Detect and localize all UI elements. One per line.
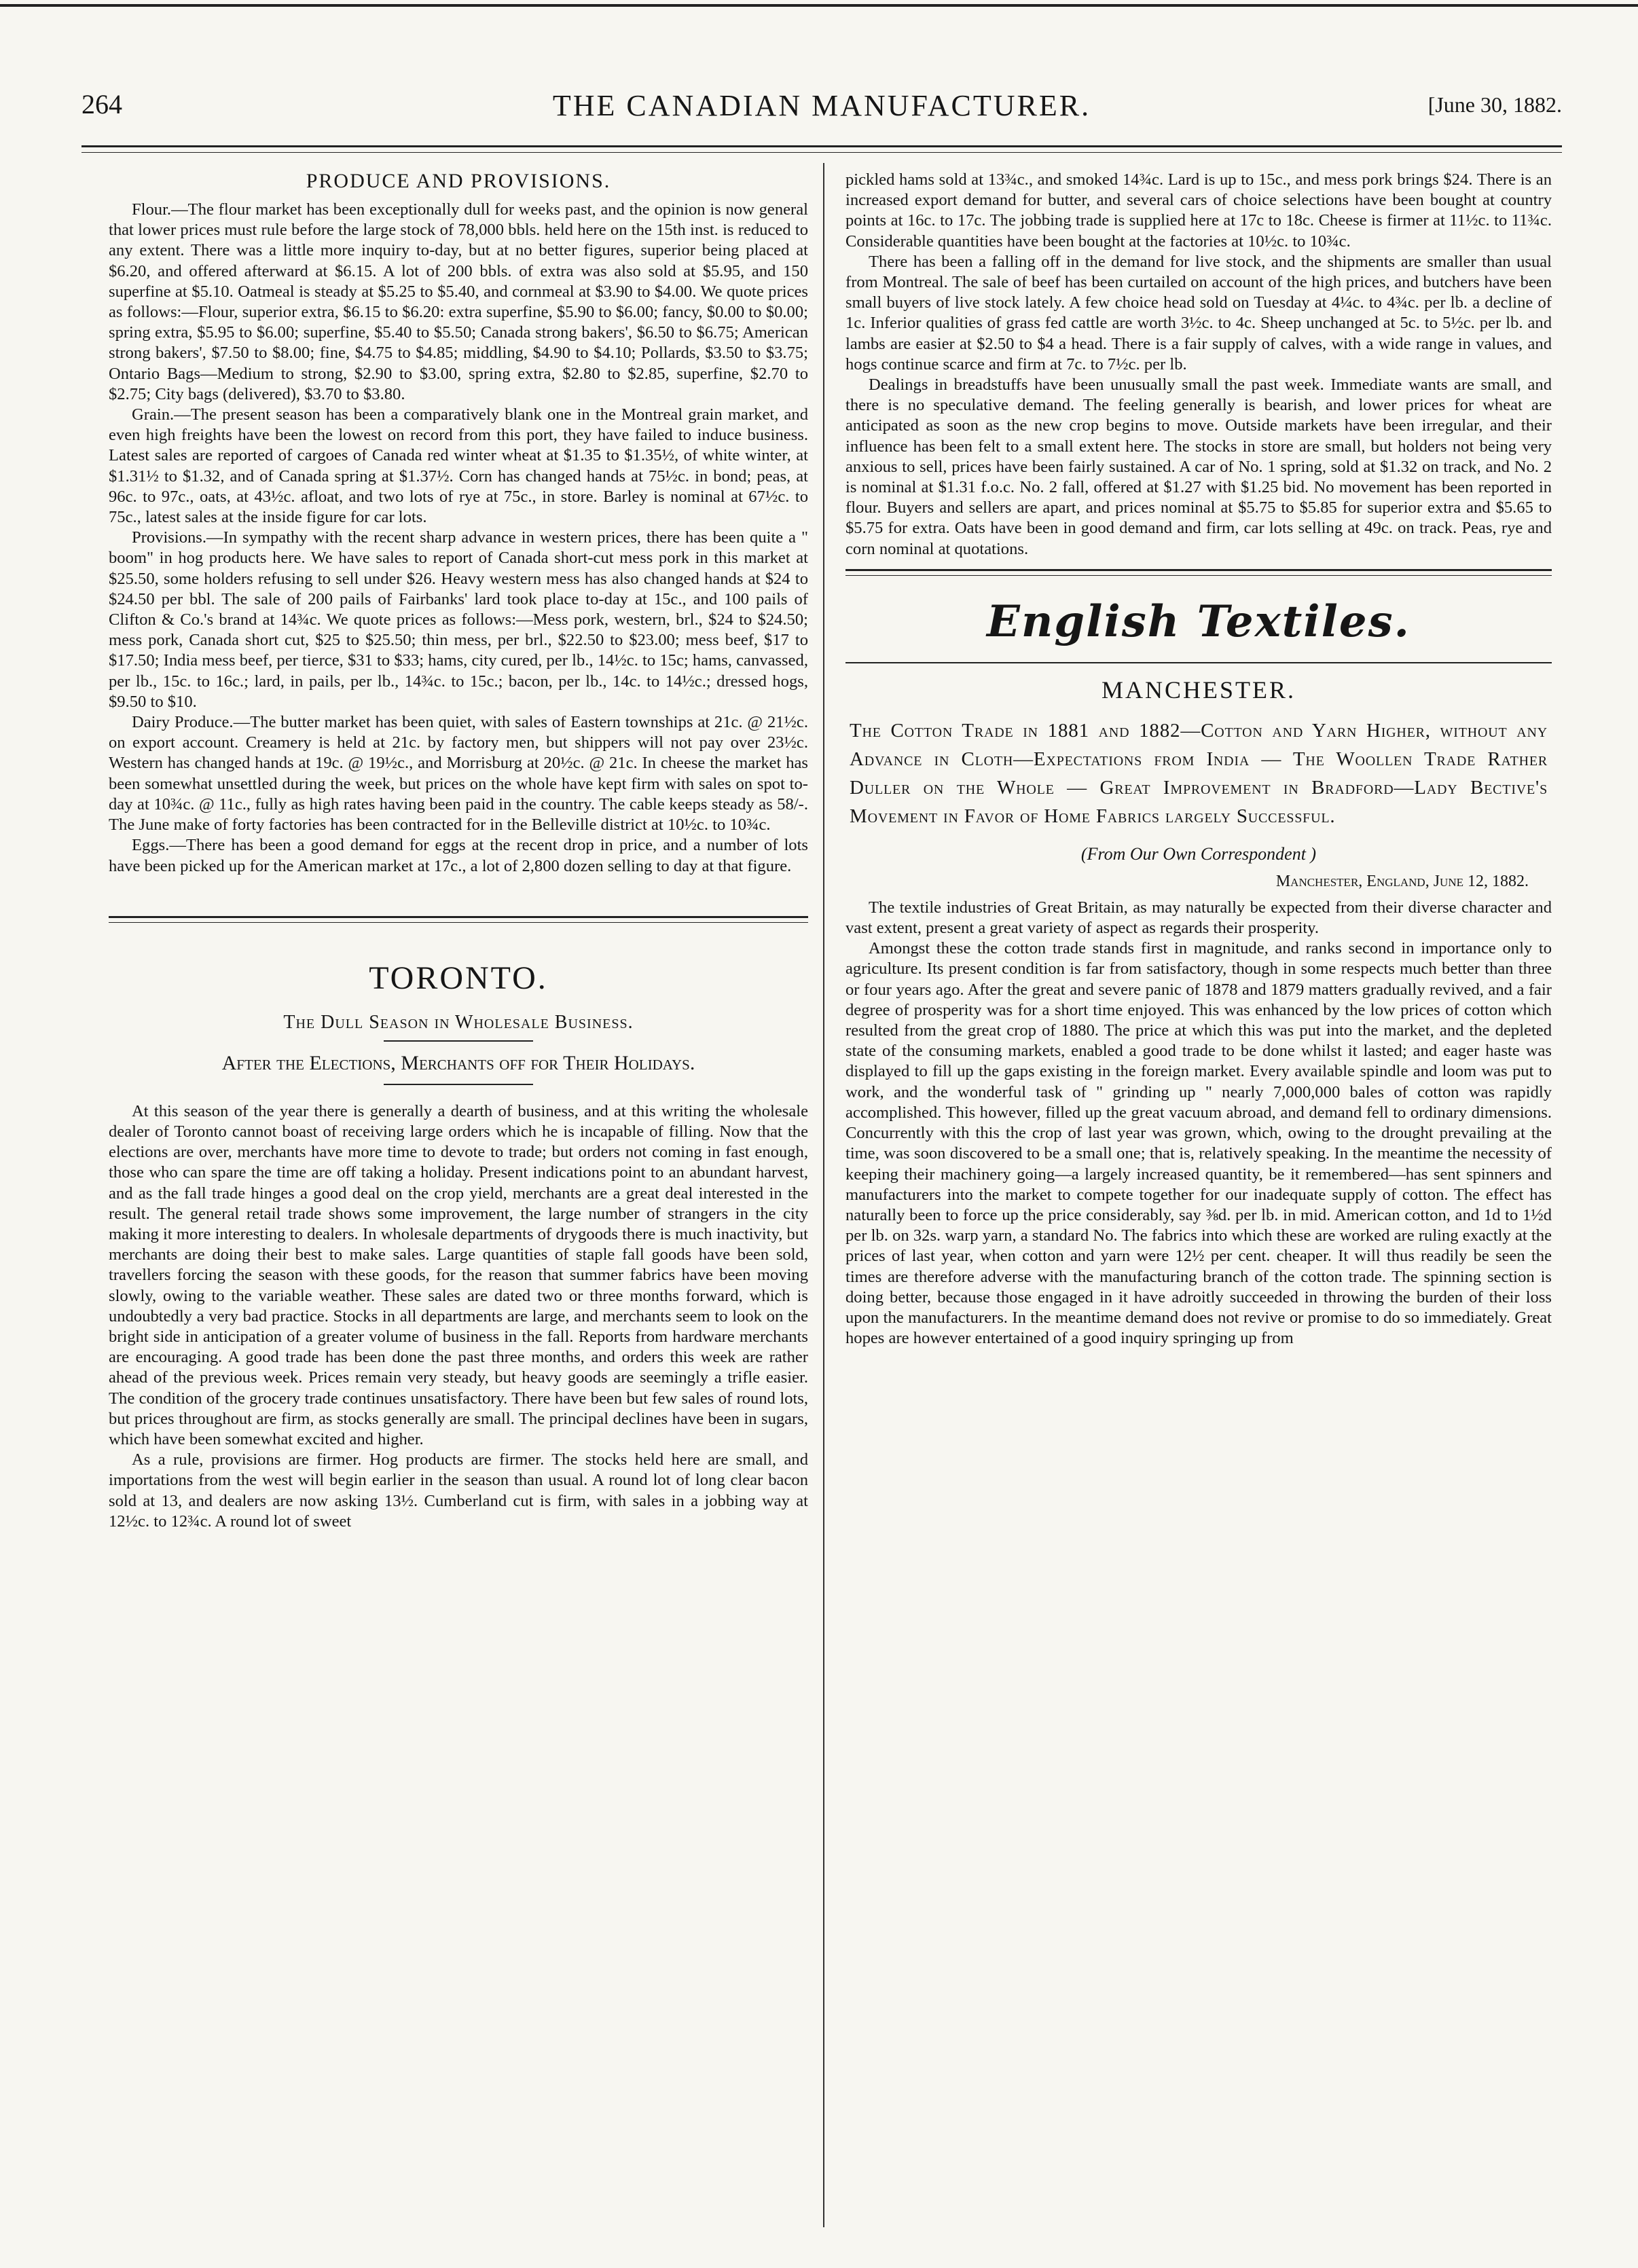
- article-dateline: Manchester, England, June 12, 1882.: [1275, 872, 1529, 890]
- produce-paragraph: Provisions.—In sympathy with the recent sharp advance in western prices, there has been quite a " boom" in hog products here. We have sales to report of Canada short-cut mess pork in this market at $25.50, some holders refusing to sell under $26. Heavy western mess has also changed hands at $24 to $24.50 per bbl. The sale of 200 pails of Fairbanks' lard took place to-day at 15c., and 100 pails of Clifton & Co.'s brand at 14¾c. We quote prices as follows:—Mess pork, western, brl., $24 to $24.50; mess pork, Canada short cut, $25 to $25.50; thin mess, per brl., $22.50 to $23.00; mess beef, $17 to $17.50; India mess beef, per tierce, $31 to $33; hams, city cured, per lb., 14½c. to 15c; hams, canvassed, per lb., 15c. to 16c.; lard, in pails, per lb., 14¾c. to 15c.; bacon, per lb., 14c. to 14½c.; dressed hogs, $9.50 to $10.: [109, 528, 808, 711]
- column-divider: [823, 163, 824, 2227]
- header-rule-thin: [81, 152, 1562, 153]
- textiles-paragraph: The textile industries of Great Britain, as may naturally be expected from their diverse character and vast extent, present a great variety of aspect as regards their prosperity.: [845, 898, 1552, 938]
- issue-date: [June 30, 1882.: [1427, 92, 1562, 117]
- produce-body: [109, 200, 808, 877]
- article-synopsis: The Cotton Trade in 1881 and 1882—Cotton and Yarn Higher, without any Advance in Cloth—Expectations from India — The Woollen Trade Rather Duller on the Whole — Great Improvement in Bradford—Lady Bective's Movement in Favor of Home Fabrics largely Successful.: [850, 719, 1548, 827]
- toronto-paragraph: As a rule, provisions are firmer. Hog products are firmer. The stocks held here are small, and importations from the west will begin earlier in the season than usual. A round lot of long clear bacon sold at 13, and dealers are now asking 13½. Cumberland cut is firm, with sales in a jobbing way at 12½c. to 12¾c. A round lot of sweet: [109, 1450, 808, 1531]
- left-column: [109, 170, 808, 1532]
- correspondent-line: (From Our Own Correspondent ): [1080, 843, 1317, 864]
- page-header: [81, 88, 1562, 129]
- right-column: [845, 170, 1552, 1349]
- breadstuffs-paragraph: Dealings in breadstuffs have been unusually small the past week. Immediate wants are small, and there is no speculative demand. The feeling generally is bearish, and lower prices for wheat are anticipated as soon as the new crop begins to move. Outside markets have been irregular, and their influence has been felt to a small extent here. The stocks in store are small, but holders not being very anxious to sell, prices have been fairly sustained. A car of No. 1 spring, sold at $1.32 on track, and No. 2 is nominal at $1.31 f.o.c. No. 2 fall, offered at $1.27 with $1.25 bid. No movement has been reported in flour. Buyers and sellers are apart, and prices nominal at $5.75 to $5.85 for superior extra and $5.65 to $5.75 for extra. Oats have been in good demand and firm, car lots selling at 49c. on track. Peas, rye and corn nominal at quotations.: [845, 376, 1552, 558]
- top-border: [0, 4, 1638, 7]
- toronto-subtitle: The Dull Season in Wholesale Business.: [283, 1011, 634, 1033]
- english-textiles-heading: English Textiles.: [987, 596, 1410, 647]
- toronto-body: [109, 1101, 808, 1532]
- section-rule: [109, 916, 808, 923]
- textiles-paragraph: Amongst these the cotton trade stands first in magnitude, and ranks second in importance only to agriculture. Its present condition is far from satisfactory, though in some respects much better than three or four years ago. After the great and severe panic of 1878 and 1879 matters gradually revived, and a fair degree of prosperity was for a short time enjoyed. This was enhanced by the low prices of cotton which resulted from the great crop of 1880. The price at which this was put into the market, and the depleted state of the consuming markets, enabled a good trade to be done whilst it lasted; and eager haste was displayed to fill up the gaps existing in the foreign market. Every available spindle and loom was put to work, and the wonderful task of " grinding up " nearly 7,000,000 bales of cotton was rapidly accomplished. This however, filled up the great vacuum abroad, and demand fell to ordinary dimensions. Concurrently with this the crop of last year was grown, which, owing to the drought prevailing at the time, was soon discovered to be a small one; that is, relatively speaking. In the meantime the necessity of keeping their machinery going—a largely increased quantity, be it remembered—has sent spinners and manufacturers into the market to compete together for our inadequate supply of cotton. The effect has naturally been to force up the price considerably, say ⅜d. per lb. in mid. American cotton, and 1d to 1½d per lb. on 32s. warp yarn, a standard No. The fabrics into which these are worked are ruling exactly at the prices of last year, when cotton and yarn were 12½ per cent. cheaper. It will thus readily be seen the times are therefore adverse with the manufacturing branch of the cotton trade. The spinning section is doing better, because those engaged in it have adroitly succeeded in throwing the burden of their loss upon the manufacturers. In the meantime demand does not revive or promise to do so immediately. Great hopes are however entertained of a good inquiry springing up from: [845, 939, 1552, 1348]
- continued-paragraph: pickled hams sold at 13¾c., and smoked 14¾c. Lard is up to 15c., and mess pork brings $24. There is an increased export demand for butter, and several cars of choice selections have been bought at country points at 16c. to 17c. The jobbing trade is supplied here at 17c to 18c. Cheese is firmer at 11½c. to 11¾c. Considerable quantities have been bought at the factories at 10½c. to 10¾c.: [845, 170, 1552, 251]
- page-number: 264: [81, 89, 122, 120]
- livestock-paragraph: There has been a falling off in the demand for live stock, and the shipments are smaller than usual from Montreal. The sale of beef has been curtailed on account of the high prices, and butchers have been small buyers of live stock lately. A few choice head sold on Tuesday at 4¼c. to 4¾c. per lb. a decline of 1c. Inferior qualities of grass fed cattle are worth 3½c. to 4c. Sheep unchanged at 5c. to 5½c. per lb. and lambs are easier at $2.50 to $4 a head. There is a fair supply of calves, with a wide range in values, and hogs continue scarce and firm at 7c. to 7½c. per lb.: [845, 252, 1552, 373]
- section-rule: [845, 569, 1552, 576]
- produce-paragraph: Dairy Produce.—The butter market has been quiet, with sales of Eastern townships at 21c. @ 21½c. on export account. Creamery is held at 21c. by factory men, but shippers will not pay over 23½c. Western has changed hands at 19c. @ 19½c., and Morrisburg at 20½c. @ 21c. In cheese the market has been somewhat unsettled during the week, but prices on the whole have kept firm with sales on spot to-day at 10¾c. @ 11c., fully as high rates having been paid in the country. The cable keeps steady as 58/-. The June make of forty factories has been contracted for in the Belleville district at 10½c. to 10¾c.: [109, 713, 808, 835]
- toronto-title: TORONTO.: [369, 959, 548, 996]
- produce-paragraph: Grain.—The present season has been a comparatively blank one in the Montreal grain market, and even high freights have been the lowest on record from this port, they have failed to induce business. Latest sales are reported of cargoes of Canada red winter wheat at $1.35 to $1.35½, of white winter, at $1.31½ to $1.32, and of Canada spring at $1.37½. Corn has changed hands at 75½c. in bond; peas, at 96c. to 97c., oats, at 43½c. afloat, and two lots of rye at 75c., in store. Barley is nominal at 67½c. to 75c., latest sales at the inside figure for car lots.: [109, 405, 808, 527]
- produce-title: PRODUCE AND PROVISIONS.: [306, 170, 611, 192]
- manchester-title: MANCHESTER.: [1101, 676, 1296, 703]
- produce-paragraph: Flour.—The flour market has been exceptionally dull for weeks past, and the opinion is now general that lower prices must rule before the large stock of 78,000 bbls. held here on the 15th inst. is reduced to any extent. There was a little more inquiry to-day, but at no better figures, superior being placed at $6.20, and offered afterward at $6.15. A lot of 200 bbls. of extra was also sold at $5.95, and 150 superfine at $5.10. Oatmeal is steady at $5.25 to $5.40, and cornmeal at $3.90 to $4.00. We quote prices as follows:—Flour, superior extra, $6.15 to $6.20: extra superfine, $5.90 to $6.00; fancy, $0.00 to $0.00; spring extra, $5.95 to $6.00; superfine, $5.40 to $5.50; Canada strong bakers', $6.50 to $6.75; American strong bakers', $7.50 to $8.00; fine, $4.75 to $4.85; middling, $4.90 to $4.10; Pollards, $3.50 to $3.75; Ontario Bags—Medium to strong, $2.90 to $3.00, spring extra, $2.80 to $2.85, superfine, $2.70 to $2.75; City bags (delivered), $3.70 to $3.80.: [109, 200, 808, 403]
- toronto-paragraph: At this season of the year there is generally a dearth of business, and at this writing the wholesale dealer of Toronto cannot boast of receiving large orders which he is incapable of filling. Now that the elections are over, merchants have more time to devote to trade; but orders not coming in fast enough, those who can spare the time are off taking a holiday. Present indications point to an abundant harvest, and as the fall trade hinges a good deal on the crop yield, merchants are a great deal interested in the result. The general retail trade shows some improvement, the large number of strangers in the city making it more interesting to dealers. In wholesale departments of drygoods there is much inactivity, but merchants are doing their best to make sales. Large quantities of staple fall goods have been sold, travellers forcing the season with these goods, for the reason that summer fabrics have been moving slowly, owing to the variable weather. These sales are dated two or three months forward, which is undoubtedly a very bad practice. Stocks in all departments are large, and merchants seem to look on the bright side in anticipation of a greater volume of business in the fall. Reports from hardware merchants are encouraging. A good trade has been done the past three months, and orders this week are rather ahead of the previous week. Prices remain very steady, but heavy goods are seemingly a trifle easier. The condition of the grocery trade continues unsatisfactory. There have been but few sales of round lots, but prices throughout are firm, as stocks generally are small. The principal declines have been in sugars, which have been somewhat excited and higher.: [109, 1101, 808, 1448]
- toronto-subtitle-2: After the Elections, Merchants off for Their Holidays.: [221, 1051, 695, 1074]
- textiles-body: [845, 898, 1552, 1349]
- produce-paragraph: Eggs.—There has been a good demand for eggs at the recent drop in price, and a number of lots have been picked up for the American market at 17c., a lot of 2,800 dozen selling to day at that figure.: [109, 836, 808, 875]
- toronto-continued: [845, 170, 1552, 560]
- publication-title: THE CANADIAN MANUFACTURER.: [552, 89, 1091, 122]
- header-rule: [81, 145, 1562, 147]
